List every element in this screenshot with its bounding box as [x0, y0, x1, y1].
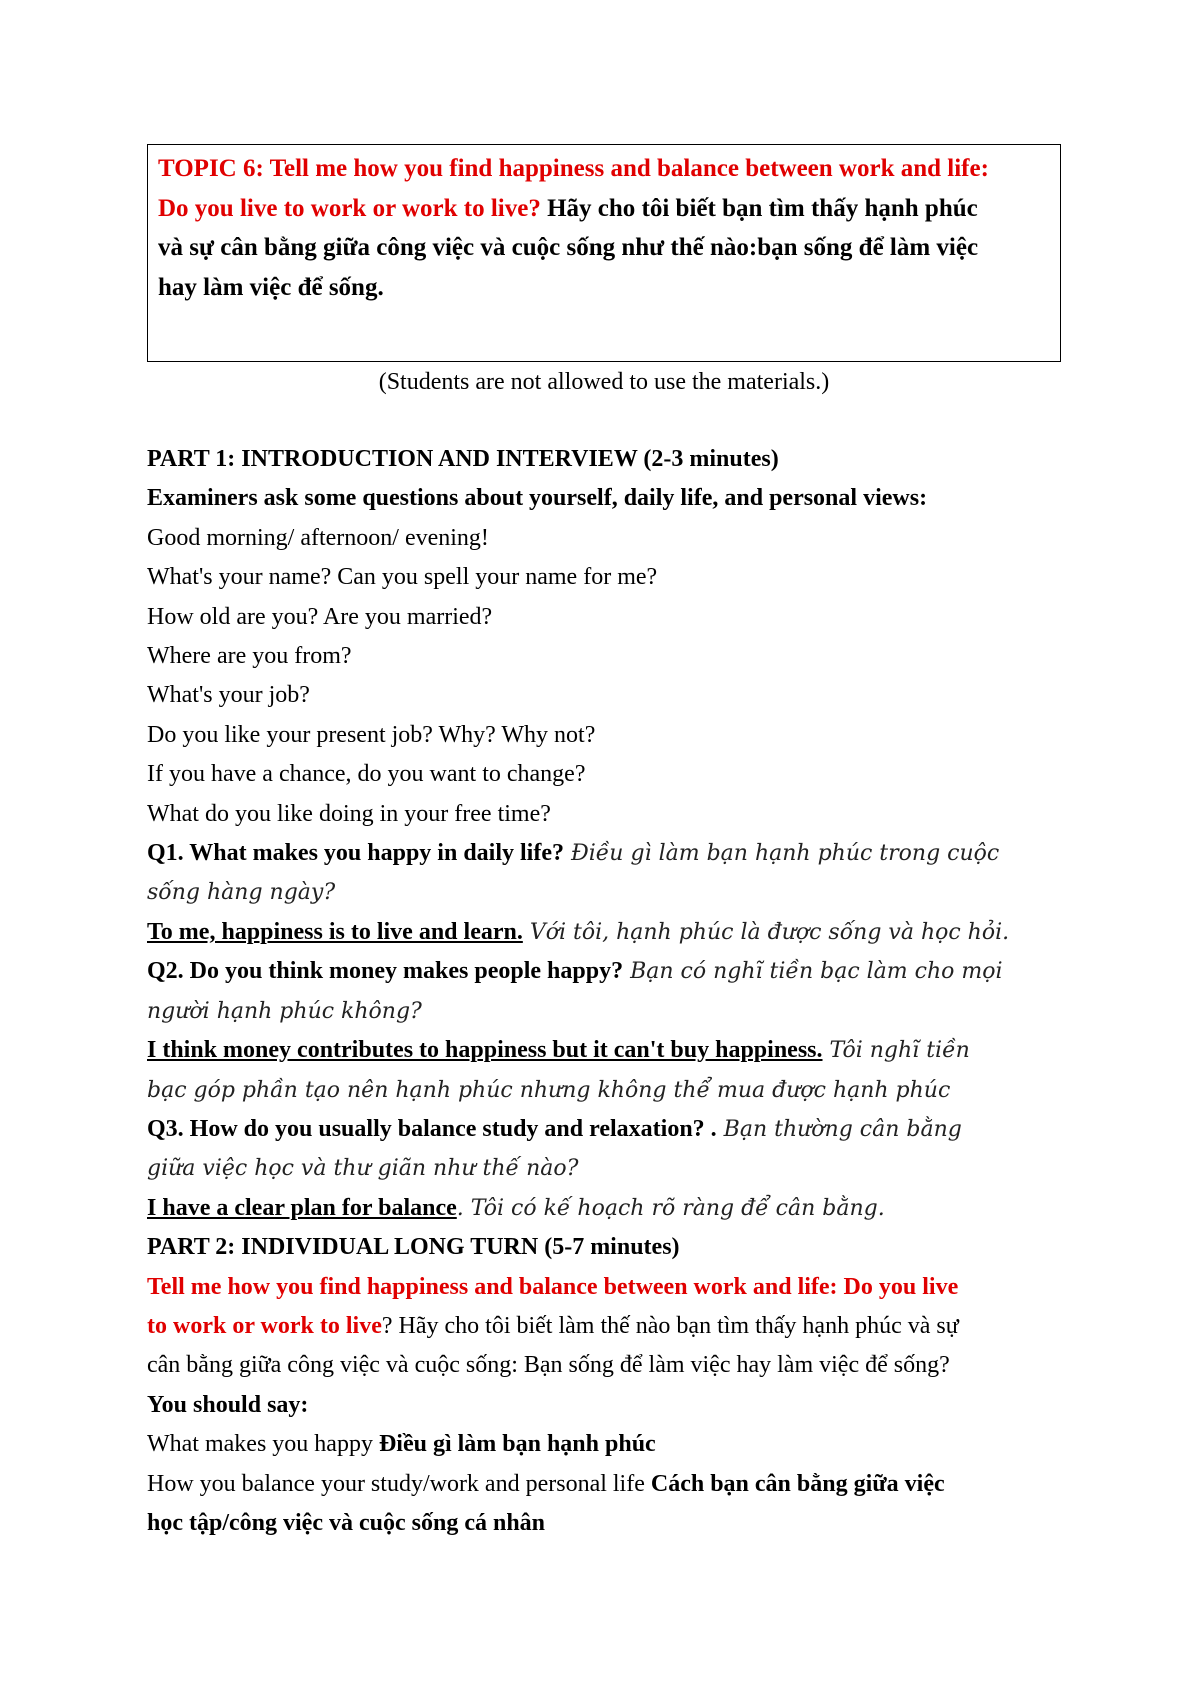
question-line: What do you like doing in your free time?: [147, 800, 551, 827]
q2-answer-line-2: [147, 1071, 1077, 1110]
q3-vi: Bạn thường cân bằng: [716, 1116, 962, 1142]
question-line: Good morning/ afternoon/ evening!: [147, 524, 489, 551]
topic-line-2: [158, 189, 1050, 229]
q2-vi-cont: người hạnh phúc không?: [147, 998, 422, 1024]
q3-answer-vi: . Tôi có kế hoạch rõ ràng để cân bằng.: [456, 1195, 885, 1221]
part2-prompt: Tell me how you find happiness and balance between work and life: Do you live: [147, 1273, 959, 1300]
cue-item-1-en: What makes you happy: [147, 1431, 379, 1458]
topic-box: [147, 144, 1061, 362]
q2-line: [147, 952, 1077, 991]
q3-vi-cont: giữa việc học và thư giãn như thế nào?: [147, 1156, 579, 1182]
cue-item-1-vi: Điều gì làm bạn hạnh phúc: [378, 1431, 656, 1458]
question-line: What's your job?: [147, 682, 310, 709]
question-line: How old are you? Are you married?: [147, 603, 493, 630]
question-line: Where are you from?: [147, 643, 352, 670]
q1-line: [147, 834, 1077, 873]
q2-answer-line: [147, 1031, 1077, 1070]
q1-line-2: [147, 873, 1077, 912]
q2-answer-vi-cont: bạc góp phần tạo nên hạnh phúc nhưng không thể mua được hạnh phúc: [147, 1077, 951, 1103]
cue-item-2-cont: học tập/công việc và cuộc sống cá nhân: [147, 1509, 546, 1536]
topic-vi-1: Hãy cho tôi biết bạn tìm thấy hạnh phúc: [540, 194, 978, 222]
q3-answer: I have a clear plan for balance: [147, 1194, 457, 1221]
q3-line-2: [147, 1149, 1077, 1188]
part2-prompt-line-2: [147, 1307, 1077, 1346]
cue-item-2: [147, 1465, 1077, 1504]
question-line: What's your name? Can you spell your name for me?: [147, 564, 658, 591]
q1-answer-line: [147, 913, 1077, 952]
q3-question: Q3. How do you usually balance study and relaxation? .: [147, 1115, 717, 1142]
topic-line-3: và sự cân bằng giữa công việc và cuộc sống như thế nào:bạn sống để làm việc: [158, 234, 979, 261]
q1-answer-vi: Với tôi, hạnh phúc là được sống và học hỏi.: [522, 919, 1010, 945]
part2-prompt-vi: ? Hãy cho tôi biết làm thế nào bạn tìm thấy hạnh phúc và sự: [381, 1312, 959, 1339]
topic-line-1: [158, 149, 1050, 189]
q2-question: Q2. Do you think money makes people happy?: [147, 958, 624, 985]
part2-prompt-red: to work or work to live: [147, 1312, 382, 1339]
cue-item-2-en: How you balance your study/work and personal life: [147, 1470, 651, 1497]
topic-line-4: hay làm việc để sống.: [158, 273, 384, 301]
should-say-label: You should say:: [147, 1391, 309, 1418]
q1-question: Q1. What makes you happy in daily life?: [147, 840, 564, 867]
question-line: Do you like your present job? Why? Why not?: [147, 721, 596, 748]
document-body: [147, 440, 1077, 1543]
cue-item-2-vi: Cách bạn cân bằng giữa việc: [650, 1470, 945, 1497]
part1-intro: Examiners ask some questions about yourself, daily life, and personal views:: [147, 485, 928, 512]
topic-question: Do you live to work or work to live?: [158, 194, 541, 222]
materials-note: (Students are not allowed to use the materials.): [378, 369, 830, 395]
part2-heading: PART 2: INDIVIDUAL LONG TURN (5-7 minutes): [147, 1234, 680, 1261]
q3-line: [147, 1110, 1077, 1149]
part2-prompt-vi-line: cân bằng giữa công việc và cuộc sống: Bạn sống để làm việc hay làm việc để sống?: [147, 1352, 950, 1379]
q1-vi: Điều gì làm bạn hạnh phúc trong cuộc: [563, 841, 1000, 867]
q1-answer: To me, happiness is to live and learn.: [147, 918, 523, 945]
q2-line-2: [147, 992, 1077, 1031]
cue-item-1: [147, 1425, 1077, 1464]
q2-answer-vi: Tôi nghĩ tiền: [822, 1038, 970, 1064]
q2-answer: I think money contributes to happiness but it can't buy happiness.: [147, 1037, 823, 1064]
question-line: If you have a chance, do you want to change?: [147, 761, 586, 788]
q2-vi: Bạn có nghĩ tiền bạc làm cho mọi: [623, 959, 1003, 985]
part1-heading: PART 1: INTRODUCTION AND INTERVIEW (2-3 minutes): [147, 446, 779, 472]
q1-vi-cont: sống hàng ngày?: [147, 880, 336, 906]
q3-answer-line: [147, 1189, 1077, 1228]
topic-title: TOPIC 6: Tell me how you find happiness and balance between work and life:: [158, 155, 989, 182]
